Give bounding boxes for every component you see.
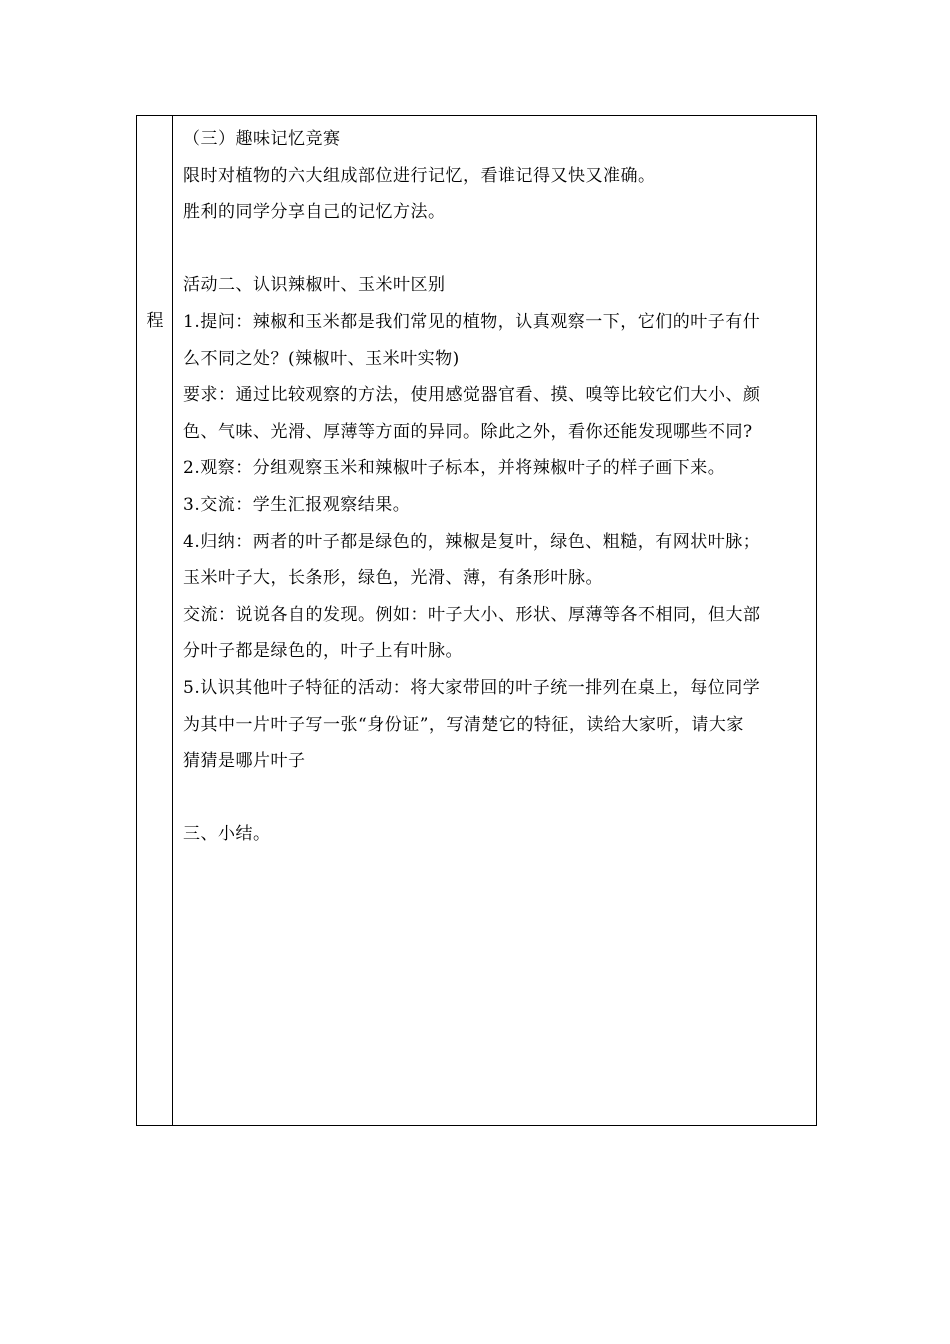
text-line: 玉米叶子大，长条形，绿色，光滑、薄，有条形叶脉。	[183, 568, 603, 589]
text-line: 胜利的同学分享自己的记忆方法。	[183, 202, 446, 223]
section-heading-memory-contest: （三）趣味记忆竞赛	[183, 129, 341, 149]
row-label-cell	[137, 116, 173, 1125]
text-line: 5.认识其他叶子特征的活动：将大家带回的叶子统一排列在桌上，每位同学	[183, 677, 761, 698]
text-line: 交流：说说各自的发现。例如：叶子大小、形状、厚薄等各不相同，但大部	[183, 604, 761, 625]
text-line: 色、气味、光滑、厚薄等方面的异同。除此之外，看你还能发现哪些不同?	[183, 421, 753, 442]
summary-heading: 三、小结。	[183, 824, 271, 845]
text-line: 么不同之处？(辣椒叶、玉米叶实物)	[183, 348, 460, 369]
text-line: 4.归纳：两者的叶子都是绿色的，辣椒是复叶，绿色、粗糙，有网状叶脉；	[183, 531, 761, 552]
text-line: 3.交流：学生汇报观察结果。	[183, 494, 411, 515]
text-line: 为其中一片叶子写一张“身份证”，写清楚它的特征，读给大家听，请大家	[183, 714, 744, 735]
text-line: 分叶子都是绿色的，叶子上有叶脉。	[183, 641, 463, 662]
text-line: 1.提问：辣椒和玉米都是我们常见的植物，认真观察一下，它们的叶子有什	[183, 311, 761, 332]
text-line: 限时对植物的六大组成部位进行记忆，看谁记得又快又准确。	[183, 165, 656, 186]
text-line: 2.观察：分组观察玉米和辣椒叶子标本，并将辣椒叶子的样子画下来。	[183, 458, 726, 479]
blank-line	[183, 780, 808, 817]
text-line: 要求：通过比较观察的方法，使用感觉器官看、摸、嗅等比较它们大小、颜	[183, 385, 761, 406]
lesson-plan-table	[136, 115, 817, 1126]
content-cell	[173, 116, 816, 1125]
row-label: 程	[146, 311, 164, 331]
blank-line	[183, 231, 808, 268]
text-line: 猜猜是哪片叶子	[183, 751, 306, 772]
activity-two-heading: 活动二、认识辣椒叶、玉米叶区别	[183, 275, 446, 296]
